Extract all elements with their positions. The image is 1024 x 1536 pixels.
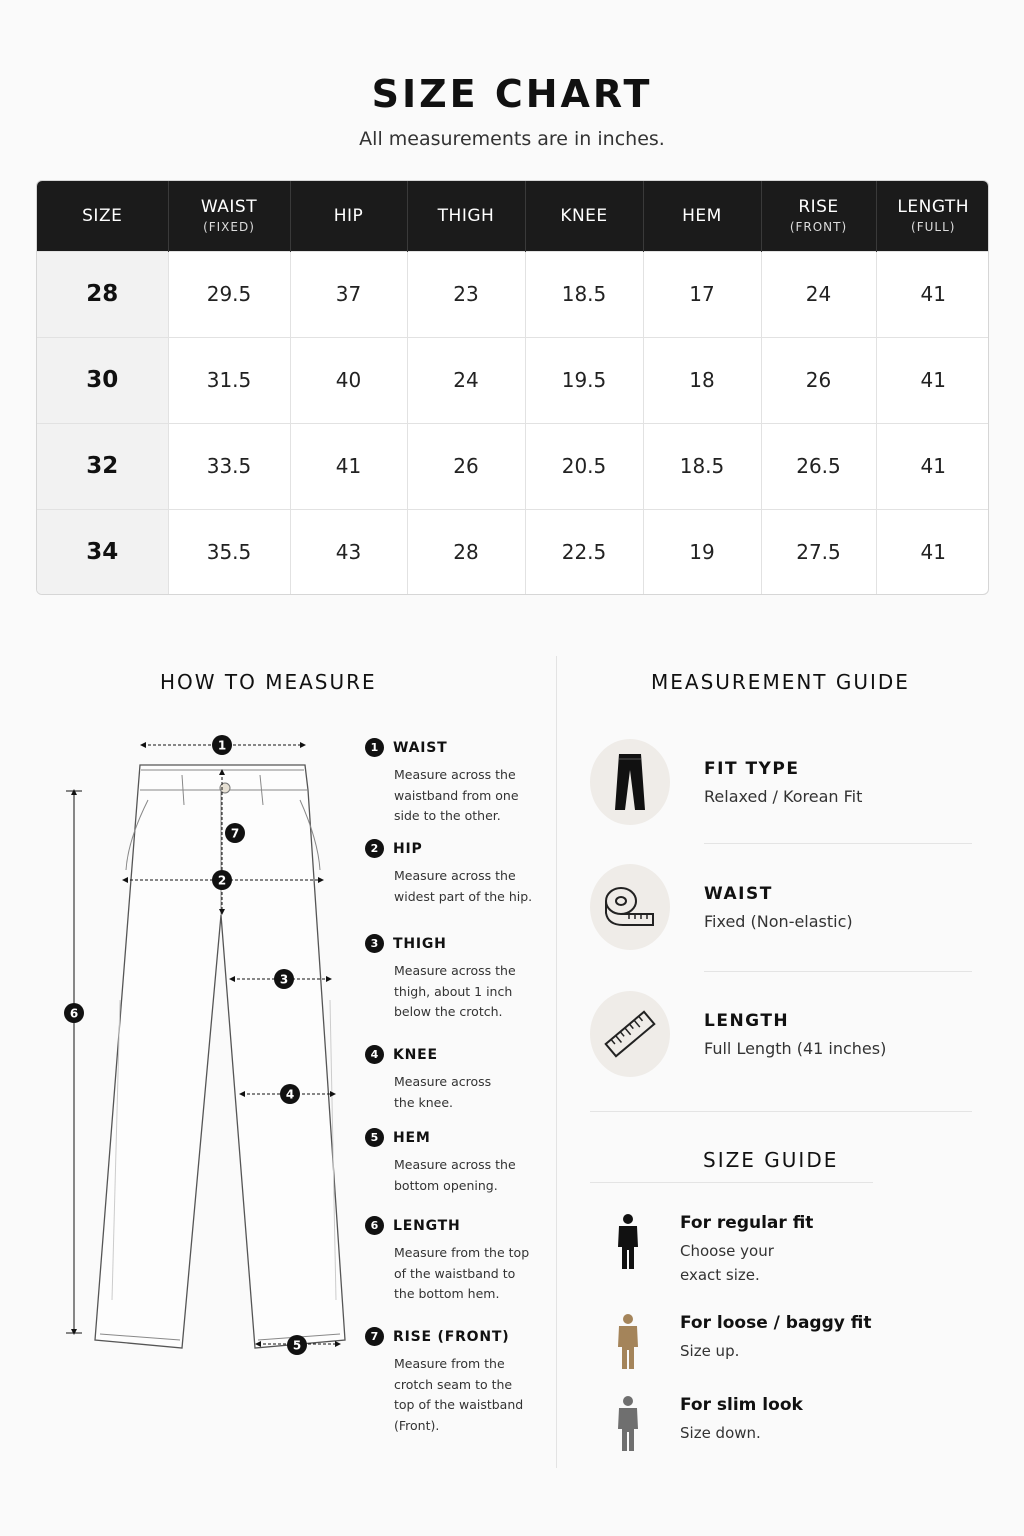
step-length <box>365 1216 545 1305</box>
pants-diagram <box>40 720 360 1360</box>
how-to-measure-title: HOW TO MEASURE <box>160 670 377 694</box>
size-guide-item-title: For regular fit <box>680 1213 814 1233</box>
table-cell: 18 <box>643 337 761 423</box>
guide-length <box>590 991 972 1101</box>
guide-fit-type <box>590 739 972 849</box>
person-tan-icon <box>610 1313 646 1373</box>
step-name: HEM <box>393 1129 431 1146</box>
step-knee <box>365 1045 545 1113</box>
marker-2 <box>212 870 232 890</box>
table-row <box>37 509 989 595</box>
step-desc: Measure from the crotch seam to the top of the waistband (Front). <box>394 1356 524 1433</box>
step-desc: Measure across the widest part of the hip. <box>394 868 533 904</box>
table-cell: 26 <box>407 423 525 509</box>
header-thigh: THIGH <box>407 181 525 251</box>
step-name: THIGH <box>393 935 447 952</box>
size-guide-item-title: For slim look <box>680 1395 803 1415</box>
person-black-icon <box>610 1213 646 1273</box>
step-number: 7 <box>365 1327 384 1346</box>
divider <box>590 1111 972 1112</box>
table-cell: 22.5 <box>525 509 643 595</box>
header-hip: HIP <box>290 181 407 251</box>
guide-sub: Fixed (Non-elastic) <box>704 912 853 931</box>
pants-icon <box>590 739 670 825</box>
size-cell: 34 <box>37 509 168 595</box>
guide-sub: Relaxed / Korean Fit <box>704 787 863 806</box>
step-hem <box>365 1128 545 1196</box>
step-number: 6 <box>365 1216 384 1235</box>
size-guide-item-desc: Choose your exact size. <box>680 1242 774 1284</box>
size-guide-item-desc: Size down. <box>680 1424 761 1442</box>
size-guide-item-title: For loose / baggy fit <box>680 1313 872 1333</box>
step-number: 4 <box>365 1045 384 1064</box>
guide-waist <box>590 864 972 974</box>
marker-6 <box>64 1003 84 1023</box>
svg-text:5: 5 <box>292 1338 302 1353</box>
header-length: LENGTH (FULL) <box>897 197 970 235</box>
step-desc: Measure across the waistband from one side to the other. <box>394 767 519 823</box>
table-cell: 41 <box>876 337 989 423</box>
table-cell: 20.5 <box>525 423 643 509</box>
table-cell: 41 <box>876 509 989 595</box>
size-cell: 32 <box>37 423 168 509</box>
step-desc: Measure from the top of the waistband to the bottom hem. <box>394 1245 530 1301</box>
step-desc: Measure across the knee. <box>394 1074 492 1110</box>
step-hip <box>365 839 545 907</box>
svg-text:4: 4 <box>285 1087 295 1102</box>
table-cell: 33.5 <box>168 423 290 509</box>
pants-outline <box>95 765 345 1348</box>
svg-text:6: 6 <box>69 1006 79 1021</box>
table-cell: 41 <box>290 423 407 509</box>
table-cell: 26.5 <box>761 423 876 509</box>
marker-3 <box>274 969 294 989</box>
table-cell: 24 <box>761 251 876 337</box>
table-cell: 31.5 <box>168 337 290 423</box>
table-row <box>37 251 989 337</box>
table-row <box>37 337 989 423</box>
header-hem: HEM <box>643 181 761 251</box>
size-table <box>36 180 989 595</box>
section-divider <box>556 656 557 1468</box>
guide-title: WAIST <box>704 884 773 904</box>
table-cell: 41 <box>876 251 989 337</box>
size-guide-item-desc: Size up. <box>680 1342 740 1360</box>
step-name: KNEE <box>393 1046 438 1063</box>
measurement-guide-title: MEASUREMENT GUIDE <box>651 670 910 694</box>
step-desc: Measure across the bottom opening. <box>394 1157 516 1193</box>
table-cell: 37 <box>290 251 407 337</box>
svg-text:7: 7 <box>230 826 240 841</box>
table-row <box>37 423 989 509</box>
table-cell: 43 <box>290 509 407 595</box>
table-cell: 18.5 <box>643 423 761 509</box>
person-gray-icon <box>610 1395 646 1455</box>
svg-text:2: 2 <box>217 873 227 888</box>
table-cell: 23 <box>407 251 525 337</box>
table-cell: 19.5 <box>525 337 643 423</box>
guide-sub: Full Length (41 inches) <box>704 1039 887 1058</box>
page-title: SIZE CHART <box>371 72 653 116</box>
step-number: 3 <box>365 934 384 953</box>
divider <box>704 843 972 844</box>
header-rise: RISE (FRONT) <box>761 181 876 251</box>
table-header-row <box>37 181 989 251</box>
ruler-icon <box>590 991 670 1077</box>
step-thigh <box>365 934 545 1023</box>
size-cell: 28 <box>37 251 168 337</box>
table-cell: 27.5 <box>761 509 876 595</box>
step-rise <box>365 1327 545 1436</box>
table-cell: 24 <box>407 337 525 423</box>
header-knee: KNEE <box>525 181 643 251</box>
marker-4 <box>280 1084 300 1104</box>
table-cell: 19 <box>643 509 761 595</box>
step-name: WAIST <box>393 739 448 756</box>
table-cell: 40 <box>290 337 407 423</box>
guide-title: FIT TYPE <box>704 759 800 779</box>
step-number: 2 <box>365 839 384 858</box>
step-number: 1 <box>365 738 384 757</box>
marker-7 <box>225 823 245 843</box>
table-cell: 35.5 <box>168 509 290 595</box>
step-name: LENGTH <box>393 1217 461 1234</box>
page-subtitle: All measurements are in inches. <box>359 128 665 150</box>
table-cell: 18.5 <box>525 251 643 337</box>
svg-text:3: 3 <box>279 972 289 987</box>
measuring-tape-icon <box>590 864 670 950</box>
table-cell: 29.5 <box>168 251 290 337</box>
guide-title: LENGTH <box>704 1011 790 1031</box>
table-cell: 17 <box>643 251 761 337</box>
marker-5 <box>287 1335 307 1355</box>
step-desc: Measure across the thigh, about 1 inch below the crotch. <box>394 963 516 1019</box>
divider <box>590 1182 873 1183</box>
header-size: SIZE <box>37 181 168 251</box>
step-name: RISE (FRONT) <box>393 1328 510 1345</box>
step-waist <box>365 738 545 827</box>
size-guide-title: SIZE GUIDE <box>703 1148 839 1172</box>
svg-text:1: 1 <box>217 738 227 753</box>
divider <box>704 971 972 972</box>
table-cell: 26 <box>761 337 876 423</box>
header-waist: WAIST (FIXED) <box>168 181 290 251</box>
step-number: 5 <box>365 1128 384 1147</box>
size-cell: 30 <box>37 337 168 423</box>
table-cell: 41 <box>876 423 989 509</box>
step-name: HIP <box>393 840 423 857</box>
table-cell: 28 <box>407 509 525 595</box>
marker-1 <box>212 735 232 755</box>
